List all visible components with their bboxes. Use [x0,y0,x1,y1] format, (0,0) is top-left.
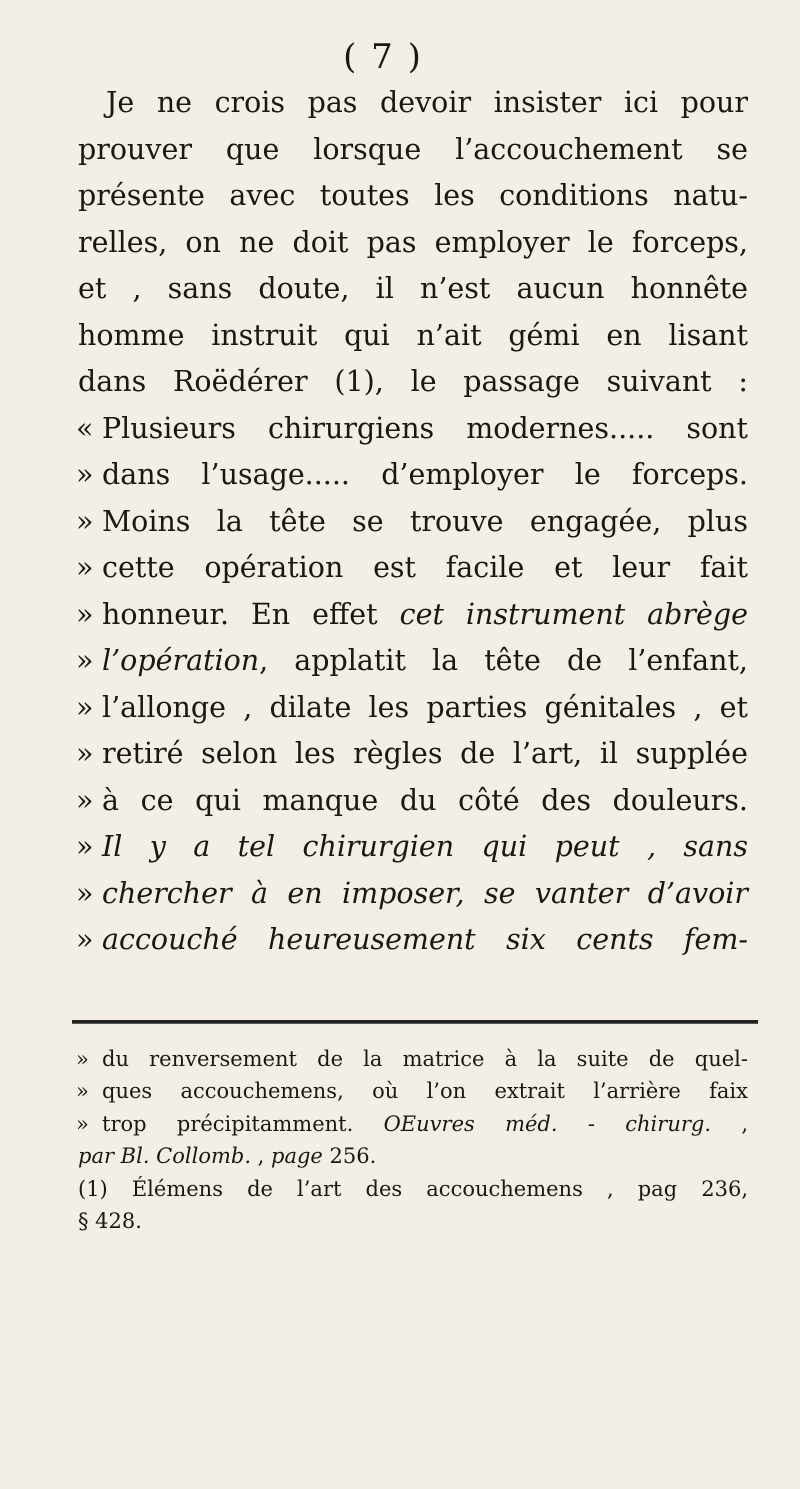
main-text [78,80,748,964]
footnote-separator [72,1020,758,1023]
footnote-line [78,1140,748,1173]
text-span: l’allonge , dilate les parties génitales , et [102,690,748,724]
quote-mark: » [76,876,94,910]
text-span: 256. [322,1144,377,1168]
quote-mark: » [76,1046,89,1071]
text-line [78,313,748,360]
text-span: l’opération [102,644,260,677]
text-span: relles, on ne doit pas employer le forceps, [78,225,748,259]
quote-mark: » [76,830,94,863]
text-line [78,499,748,546]
text-line [78,220,748,267]
text-line [78,638,748,685]
footnote-line [78,1205,748,1238]
footnote-line [78,1108,748,1141]
text-line [78,917,748,964]
text-line [78,452,748,499]
text-span: Je ne crois pas devoir insister ici pour [106,86,748,119]
text-span: , [251,1144,272,1168]
text-span: retiré selon les règles de l’art, il supplée [102,737,748,770]
text-span: , applatit la tête de l’enfant, [259,644,748,677]
quote-mark: » [76,1079,89,1103]
text-span: dans Roëdérer (1), le passage suivant : [78,365,748,398]
quote-mark: » [76,551,94,584]
text-line [78,871,748,918]
quote-mark: » [76,923,94,956]
footnote-line [78,1043,748,1076]
quote-mark: » [76,644,94,677]
text-span: § 428. [78,1209,142,1233]
page-number: ( 7 ) [343,37,423,77]
quote-mark: » [76,783,94,817]
text-span: honneur. En effet [102,597,400,631]
text-span: Moins la tête se trouve engagée, plus [102,504,748,538]
footnote-line [78,1075,748,1108]
quote-mark: » [76,737,94,770]
text-line [78,359,748,406]
text-span: Il y a tel chirurgien qui peut , sans [102,830,748,863]
text-span: prouver que lorsque l’accouchement se [78,132,748,166]
text-line [78,80,748,127]
text-span: par Bl. Collomb. [78,1144,251,1168]
text-span: chercher à en imposer, se vanter d’avoir [102,876,748,910]
text-line [78,592,748,639]
text-span: et , sans doute, il n’est aucun honnête [78,272,748,305]
quote-mark: » [76,597,94,631]
text-line [78,406,748,453]
text-line [78,824,748,871]
quote-mark: » [76,690,94,724]
text-span: cette opération est facile et leur fait [102,551,748,584]
text-span: OEuvres méd. - chirurg. [383,1111,711,1136]
text-span: ques accouchemens, où l’on extrait l’arrière faix [102,1079,748,1103]
text-span: , [711,1111,748,1136]
text-span: présente avec toutes les conditions natu- [78,179,748,212]
text-span: dans l’usage..... d’employer le forceps. [102,458,748,491]
text-line [78,266,748,313]
text-line [78,778,748,825]
quote-mark: » [76,1111,89,1136]
text-span: accouché heureusement six cents fem- [102,923,748,956]
footnotes [78,1043,748,1238]
quote-mark: » [76,504,94,538]
text-span: Plusieurs chirurgiens modernes..... sont [102,411,748,445]
text-span: (1) Élémens de l’art des accouchemens , pag 236, [78,1176,748,1201]
quote-mark: « [76,411,94,445]
text-span: à ce qui manque du côté des douleurs. [102,783,748,817]
text-line [78,685,748,732]
text-line [78,731,748,778]
footnote-line [78,1173,748,1206]
text-line [78,127,748,174]
text-line [78,173,748,220]
text-line [78,545,748,592]
text-span: du renversement de la matrice à la suite de quel- [102,1046,748,1071]
text-span: homme instruit qui n’ait gémi en lisant [78,318,748,352]
text-span: cet instrument abrège [399,597,748,631]
text-span: trop précipitamment. [102,1111,384,1136]
quote-mark: » [76,458,94,491]
text-span: page [271,1144,323,1168]
